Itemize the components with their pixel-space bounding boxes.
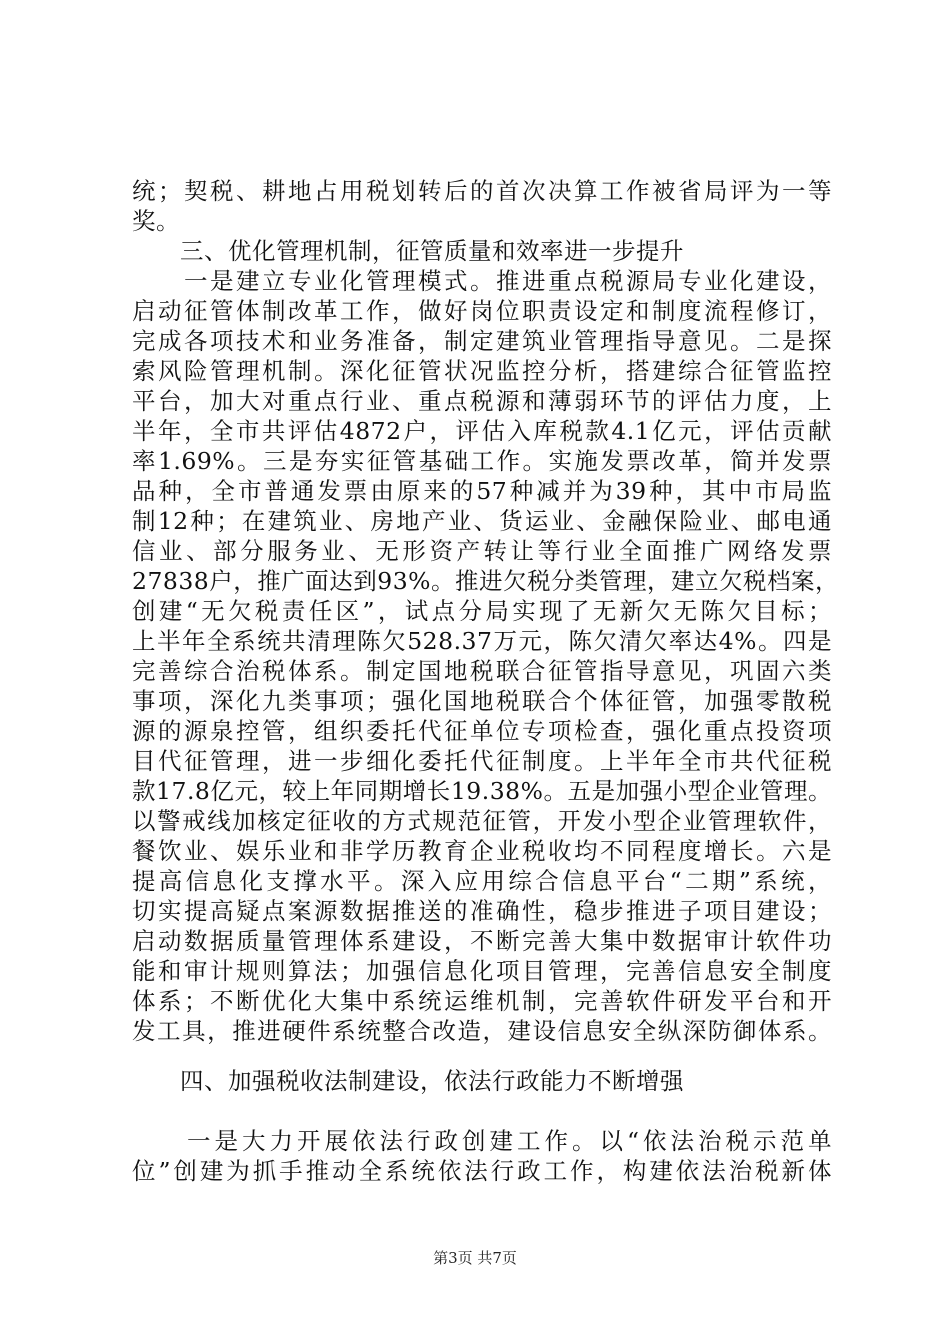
text-line: 启动征管体制改革工作，做好岗位职责设定和制度流程修订， <box>132 297 832 325</box>
section-heading: 三、优化管理机制，征管质量和效率进一步提升 <box>132 237 684 265</box>
text-line: 完善综合治税体系。制定国地税联合征管指导意见，巩固六类 <box>132 657 832 685</box>
text-line: 统；契税、耕地占用税划转后的首次决算工作被省局评为一等 <box>132 177 832 205</box>
text-line: 以警戒线加核定征收的方式规范征管，开发小型企业管理软件， <box>132 807 832 835</box>
text-line: 品种，全市普通发票由原来的57种减并为39种，其中市局监 <box>132 477 832 505</box>
text-line: 位”创建为抓手推动全系统依法行政工作，构建依法治税新体 <box>132 1157 832 1185</box>
text-line: 率1.69%。三是夯实征管基础工作。实施发票改革，简并发票 <box>132 447 832 475</box>
text-line: 款17.8亿元，较上年同期增长19.38%。五是加强小型企业管理。 <box>132 777 832 805</box>
text-line: 创建“无欠税责任区”，试点分局实现了无新欠无陈欠目标； <box>132 597 832 625</box>
text-line: 半年，全市共评估4872户，评估入库税款4.1亿元，评估贡献 <box>132 417 832 445</box>
text-line: 27838户，推广面达到93%。推进欠税分类管理，建立欠税档案， <box>132 567 839 595</box>
text-line: 事项，深化九类事项；强化国地税联合个体征管，加强零散税 <box>132 687 832 715</box>
text-line: 信业、部分服务业、无形资产转让等行业全面推广网络发票 <box>132 537 832 565</box>
text-line: 目代征管理，进一步细化委托代征制度。上半年全市共代征税 <box>132 747 832 775</box>
text-line: 索风险管理机制。深化征管状况监控分析，搭建综合征管监控 <box>132 357 832 385</box>
text-line: 一是建立专业化管理模式。推进重点税源局专业化建设， <box>132 267 832 295</box>
text-line: 发工具，推进硬件系统整合改造，建设信息安全纵深防御体系。 <box>132 1017 832 1045</box>
text-line: 制12种；在建筑业、房地产业、货运业、金融保险业、邮电通 <box>132 507 832 535</box>
text-line: 一是大力开展依法行政创建工作。以“依法治税示范单 <box>132 1127 832 1155</box>
section-heading: 四、加强税收法制建设，依法行政能力不断增强 <box>132 1067 684 1095</box>
text-line: 启动数据质量管理体系建设，不断完善大集中数据审计软件功 <box>132 927 832 955</box>
text-line: 完成各项技术和业务准备，制定建筑业管理指导意见。二是探 <box>132 327 832 355</box>
text-line: 奖。 <box>132 207 180 235</box>
text-line: 上半年全系统共清理陈欠528.37万元，陈欠清欠率达4%。四是 <box>132 627 832 655</box>
text-line: 源的源泉控管，组织委托代征单位专项检查，强化重点投资项 <box>132 717 832 745</box>
text-line: 餐饮业、娱乐业和非学历教育企业税收均不同程度增长。六是 <box>132 837 832 865</box>
text-line: 体系；不断优化大集中系统运维机制，完善软件研发平台和开 <box>132 987 832 1015</box>
text-line: 能和审计规则算法；加强信息化项目管理，完善信息安全制度 <box>132 957 832 985</box>
page-number-footer: 第3页 共7页 <box>433 1249 517 1267</box>
text-line: 平台，加大对重点行业、重点税源和薄弱环节的评估力度，上 <box>132 387 832 415</box>
text-line: 提高信息化支撑水平。深入应用综合信息平台“二期”系统， <box>132 867 832 895</box>
text-line: 切实提高疑点案源数据推送的准确性，稳步推进子项目建设； <box>132 897 832 925</box>
